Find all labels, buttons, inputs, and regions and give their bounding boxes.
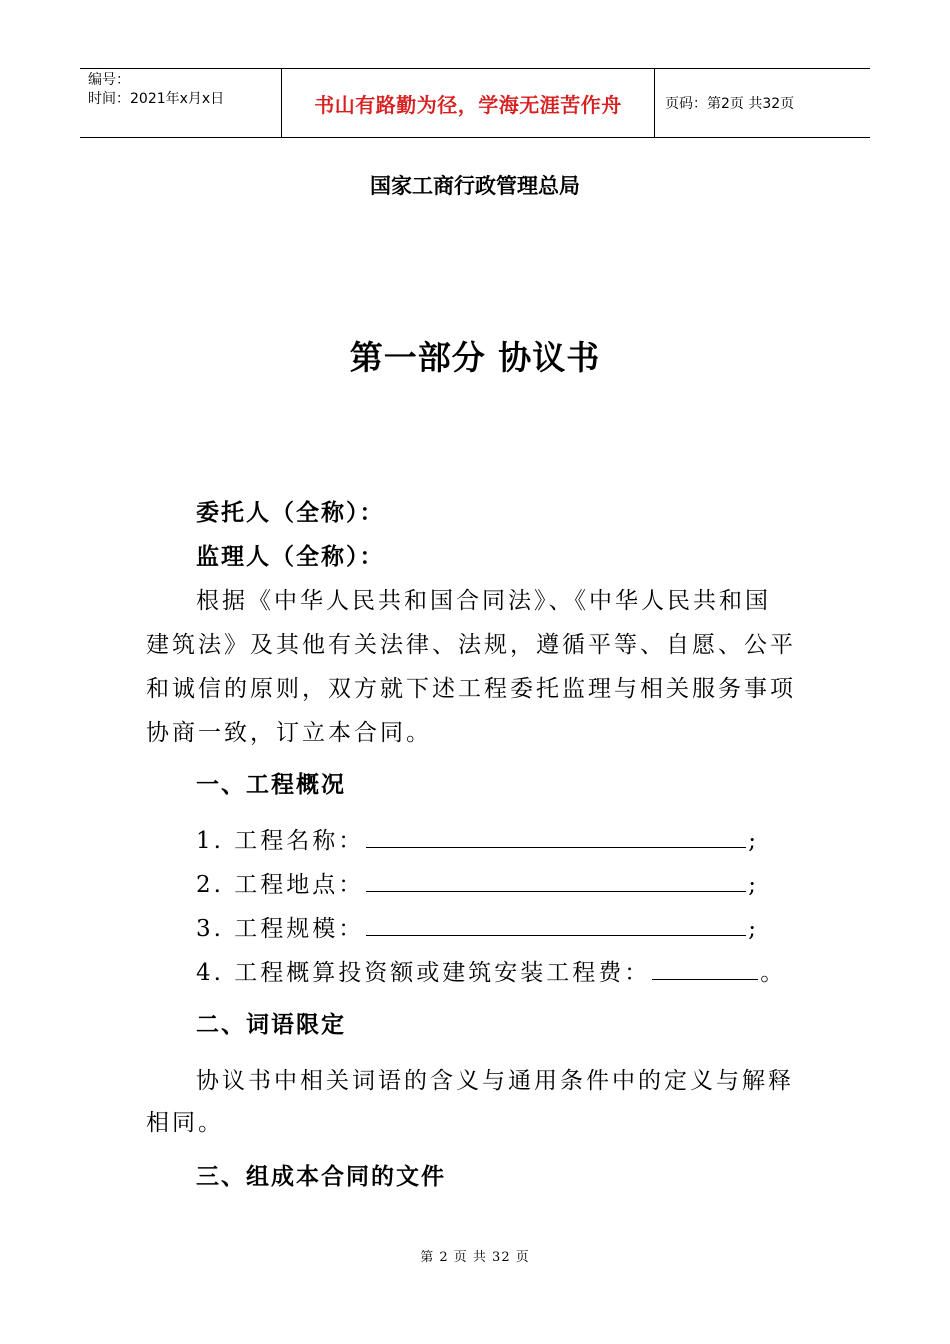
page-footer: 第 2 页 共 32 页 (420, 1250, 530, 1265)
header-meta (80, 69, 282, 137)
section-heading: 一、工程概况 (196, 772, 346, 798)
organization-name: 国家工商行政管理总局 (370, 174, 580, 198)
header-page-info: 页码：第2页 共32页 (665, 96, 795, 112)
fill-blank[interactable] (366, 827, 746, 848)
section-heading: 二、词语限定 (196, 1012, 346, 1038)
list-item (196, 954, 786, 987)
paragraph-line: 协议书中相关词语的含义与通用条件中的定义与解释 (196, 1068, 794, 1094)
item-end: ; (748, 828, 760, 854)
page-header (80, 68, 870, 138)
paragraph-line: 协商一致，订立本合同。 (146, 720, 432, 746)
time-label: 时间：2021年x月x日 (88, 91, 225, 107)
item-end: ; (748, 916, 760, 942)
item-label: 2. 工程地点： (196, 872, 365, 898)
item-label: 3. 工程规模： (196, 916, 365, 942)
item-end: 。 (760, 960, 787, 986)
list-item (196, 822, 759, 855)
item-end: ; (748, 872, 760, 898)
fill-blank[interactable] (366, 915, 746, 936)
fill-blank[interactable] (652, 959, 758, 980)
part-title: 第一部分 协议书 (349, 338, 601, 377)
list-item (196, 866, 759, 899)
principal-label: 委托人（全称）： (196, 500, 385, 526)
supervisor-label: 监理人（全称）： (196, 544, 385, 570)
paragraph-line: 相同。 (146, 1110, 224, 1136)
section-heading: 三、组成本合同的文件 (196, 1164, 446, 1190)
item-label: 4. 工程概算投资额或建筑安装工程费： (196, 960, 651, 986)
fill-blank[interactable] (366, 871, 746, 892)
paragraph-line: 和诚信的原则，双方就下述工程委托监理与相关服务事项 (146, 676, 796, 702)
paragraph-line: 根据《中华人民共和国合同法》、《中华人民共和国 (196, 588, 771, 614)
item-label: 1. 工程名称： (196, 828, 365, 854)
header-motto: 书山有路勤为径，学海无涯苦作舟 (282, 69, 655, 137)
number-label: 编号： (88, 72, 130, 88)
list-item (196, 910, 759, 943)
paragraph-line: 建筑法》及其他有关法律、法规，遵循平等、自愿、公平 (146, 632, 796, 658)
